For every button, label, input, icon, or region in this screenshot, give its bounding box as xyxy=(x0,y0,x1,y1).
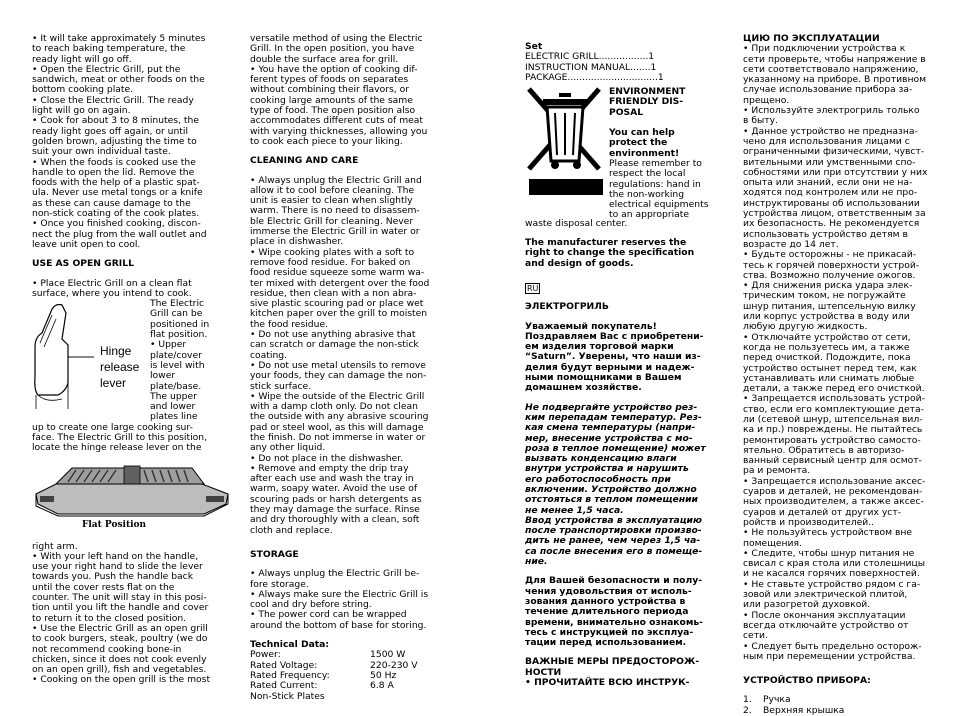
text-line: устанавливать или снимать любые xyxy=(743,372,915,384)
text-line: lower xyxy=(150,370,176,382)
text-line: • Wipe the outside of the Electric Grill xyxy=(250,390,425,402)
storage-heading: STORAGE xyxy=(250,548,299,560)
text-line: • Always unplug the Electric Grill be- xyxy=(250,568,420,580)
set-list xyxy=(525,52,710,83)
text-line: • Будьте осторожны - не прикасай- xyxy=(743,249,917,261)
ru-part-item xyxy=(743,706,928,716)
hinge-release-lever-illustration xyxy=(32,299,150,413)
text-line: protect the xyxy=(609,137,668,149)
text-line: the outside with any abrasive scouring xyxy=(250,411,429,423)
text-line: • Для снижения риска удара элек- xyxy=(743,280,913,292)
text-line: Для Вашей безопасности и полу- xyxy=(525,575,703,587)
col1-text-b xyxy=(32,279,242,300)
col2-text-c xyxy=(250,569,440,631)
text-line: ula. Never use metal tongs or a knife xyxy=(32,187,203,199)
tech-data-key: Rated Voltage: xyxy=(250,659,318,671)
text-line: You can help xyxy=(609,127,675,139)
text-line: release xyxy=(100,360,140,375)
environment-title xyxy=(609,87,709,118)
tech-data-row xyxy=(250,692,440,702)
text-line: around the bottom of base for storing. xyxy=(250,619,427,631)
text-line: ка и пр.) повреждены. Не пытайтесь xyxy=(743,424,923,436)
text-line: with varying thicknesses, allowing you xyxy=(250,125,428,137)
text-line: когда не пользуетесь им, а также xyxy=(743,341,910,353)
text-line: • Не ставьте устройство рядом с га- xyxy=(743,578,921,590)
text-line: immerse the Electric Grill in water or xyxy=(250,226,420,238)
text-line: cloth and replace. xyxy=(250,524,333,536)
text-line: regulations: hand in xyxy=(609,178,701,190)
text-line: помещения. xyxy=(743,537,802,549)
text-line: ли (сетевой шнур, штепсельная вил- xyxy=(743,413,923,425)
text-line: sive plastic scouring pad or place wet xyxy=(250,298,424,310)
text-line: чения удовольствия от исполь- xyxy=(525,585,692,597)
ru-temperature-warning xyxy=(525,403,710,568)
text-line: ходятся под контролем или не про- xyxy=(743,187,918,199)
text-line: warm, soapy water. Avoid the use of xyxy=(250,483,418,495)
text-line: мер, внесение устройства с мо- xyxy=(525,432,693,444)
text-line: инструктированы об использовании xyxy=(743,197,920,209)
text-line: • Отключайте устройство от сети, xyxy=(743,331,911,343)
text-line: ятельно. Обратитесь в авторизо- xyxy=(743,444,905,456)
text-line: without combining their flavors, or xyxy=(250,84,410,96)
text-line: • Cooking on the open grill is the most xyxy=(32,674,211,686)
text-line: respect the local xyxy=(609,168,686,180)
text-line: plates line xyxy=(150,411,198,423)
text-line: surface, where you intend to cook. xyxy=(32,287,192,299)
text-line: coating. xyxy=(250,349,288,361)
text-line: counter. The unit will stay in this posi- xyxy=(32,592,207,604)
text-line: is level with xyxy=(150,359,205,371)
text-line: суаров и деталей от других уст- xyxy=(743,506,902,518)
text-line: not recommend cooking bone-in xyxy=(32,643,182,655)
column-1 xyxy=(32,34,242,686)
text-line: • Следите, чтобы шнур питания не xyxy=(743,547,915,559)
text-line: в быту. xyxy=(743,115,778,127)
text-line: их безопасность. Не рекомендуется xyxy=(743,218,920,230)
text-line: роза в теплое помещение) может xyxy=(525,442,706,454)
tech-data-heading: Technical Data: xyxy=(250,639,330,651)
text-line: • Следует быть предельно осторож- xyxy=(743,640,922,652)
text-line: опыта или знаний, если они не на- xyxy=(743,177,913,189)
text-line: flat position. xyxy=(150,329,208,341)
tech-data-value: 1500 W xyxy=(370,649,406,661)
text-line: трическим током, не погружайте xyxy=(743,290,906,302)
text-line: Уважаемый покупатель! xyxy=(525,320,657,332)
text-line: fore storage. xyxy=(250,578,309,590)
text-line: ремонтировать устройство самосто- xyxy=(743,434,921,446)
environment-body xyxy=(609,159,709,221)
text-line: The manufacturer reserves the xyxy=(525,237,687,249)
text-line: to reach baking temperature, the xyxy=(32,43,186,55)
text-line: plate/base. xyxy=(150,380,202,392)
text-line: ready light will go off. xyxy=(32,53,132,65)
tech-data-value: 50 Hz xyxy=(370,669,397,681)
text-line: любую другую жидкость. xyxy=(743,321,868,333)
col1-text-d xyxy=(32,542,242,686)
text-line: ванный сервисный центр для осмот- xyxy=(743,455,922,467)
text-line: ВАЖНЫЕ МЕРЫ ПРЕДОСТОРОЖ- xyxy=(525,656,700,668)
text-line: • Remove and empty the drip tray xyxy=(250,462,409,474)
text-line: ным при перемещении устройства. xyxy=(743,650,916,662)
text-line: kitchen paper over the grill to moisten xyxy=(250,308,428,320)
ru-safety-note xyxy=(525,576,710,648)
text-line: после транспортировки произво- xyxy=(525,525,702,537)
environment-text xyxy=(609,87,709,221)
text-line: сети проверьте, чтобы напряжение в xyxy=(743,53,926,65)
text-line: chicken, since it does not cook evenly xyxy=(32,653,207,665)
text-line: allow it to cool before cleaning. The xyxy=(250,184,415,196)
text-line: • The power cord can be wrapped xyxy=(250,609,407,621)
text-line: тесь с инструкцией по эксплуа- xyxy=(525,626,694,638)
text-line: са после внесения его в помеще- xyxy=(525,545,703,557)
text-line: ем изделия торговой марки xyxy=(525,341,674,353)
text-line: ройств и производителей.. xyxy=(743,516,875,528)
text-line: foods with the help of a plastic spat- xyxy=(32,177,200,189)
tech-data-key: Non-Stick Plates xyxy=(250,690,325,702)
hinge-label xyxy=(100,343,139,391)
text-line: • Запрещается использование аксес- xyxy=(743,475,926,487)
text-line: right to change the specification xyxy=(525,247,695,259)
text-line: ready light goes off again, or until xyxy=(32,125,188,137)
open-grill-heading: USE AS OPEN GRILL xyxy=(32,258,134,270)
text-line: up to create one large cooking sur- xyxy=(32,421,193,433)
environment-block xyxy=(525,87,710,221)
text-line: • Запрещается использовать устрой- xyxy=(743,393,925,405)
ru-parts-heading: УСТРОЙСТВО ПРИБОРА: xyxy=(743,675,871,687)
text-line: его работоспособность при xyxy=(525,473,671,485)
text-line: with a damp cloth only. Do not clean xyxy=(250,401,418,413)
text-line: ра и ремонта. xyxy=(743,465,811,477)
text-line: делия будут верными и надеж- xyxy=(525,361,695,373)
text-line: Grill can be xyxy=(150,308,203,320)
text-line: и не касался горячих поверхностей. xyxy=(743,568,920,580)
text-line: unit is easier to clean when slightly xyxy=(250,195,413,207)
text-line: “Saturn”. Уверены, что наши из- xyxy=(525,351,701,363)
text-line: place in dishwasher. xyxy=(250,236,344,248)
ru-important-precautions xyxy=(525,657,710,688)
ru-part-number: 1. xyxy=(743,694,752,706)
col2-text-b xyxy=(250,176,440,536)
text-line: всегда отключайте устройство от xyxy=(743,619,909,631)
text-line: ство, если его комплектующие дета- xyxy=(743,403,924,415)
text-line: to an appropriate xyxy=(609,209,690,221)
col1-text-a xyxy=(32,34,242,250)
text-line: FRIENDLY DIS- xyxy=(609,96,684,108)
text-line: использовать устройство детям в xyxy=(743,228,908,240)
text-line: ENVIRONMENT xyxy=(609,86,686,98)
text-line: шнур питания, штепсельную вилку xyxy=(743,300,916,312)
text-line: • Always unplug the Electric Grill and xyxy=(250,174,422,186)
text-line: ter mixed with detergent over the food xyxy=(250,277,430,289)
ru-language-tag: RU xyxy=(527,283,539,293)
text-line: вительными или умственными спо- xyxy=(743,156,916,168)
text-line: environment! xyxy=(609,147,680,159)
text-line: вызвать конденсацию влаги xyxy=(525,453,677,465)
text-line: they may damage the surface. Rinse xyxy=(250,504,420,516)
text-line: ограниченными физическими, чувст- xyxy=(743,146,925,158)
text-line: собностями или при отсутствии у них xyxy=(743,166,928,178)
text-line: • После окончания эксплуатации xyxy=(743,609,906,621)
text-line: tion until you lift the handle and cover xyxy=(32,602,209,614)
text-line: electrical equipments xyxy=(609,199,709,211)
text-line: PACKAGE...............................1 xyxy=(525,71,664,83)
text-line: не менее 1,5 часа. xyxy=(525,504,624,516)
flat-position-caption: Flat Position xyxy=(82,519,147,530)
ru-title: ЭЛЕКТРОГРИЛЬ xyxy=(525,301,609,313)
text-line: handle to open the lid. Remove the xyxy=(32,166,195,178)
text-line: your foods, they can damage the non- xyxy=(250,370,427,382)
text-line: INSTRUCTION MANUAL.......1 xyxy=(525,61,657,73)
text-line: versatile method of using the Electric xyxy=(250,33,423,44)
text-line: The Electric xyxy=(150,298,205,310)
text-line: • With your left hand on the handle, xyxy=(32,550,199,562)
text-line: pad or steel wool, as this will damage xyxy=(250,421,424,433)
text-line: to return it to the closed position. xyxy=(32,612,187,624)
text-line: суаров и деталей, не рекомендован- xyxy=(743,486,923,498)
text-line: can scratch or damage the non-stick xyxy=(250,339,419,351)
text-line: или корпус устройства в воду или xyxy=(743,311,910,323)
tech-data-value: 220-230 V xyxy=(370,659,418,671)
text-line: accommodates different cuts of meat xyxy=(250,115,424,127)
hinge-side-text xyxy=(150,299,209,423)
ru-parts-list xyxy=(743,695,928,716)
text-line: POSAL xyxy=(609,106,644,118)
ru-part-name: Ручка xyxy=(763,694,791,706)
text-line: ELECTRIC GRILL.................1 xyxy=(525,51,655,63)
text-line: double the surface area for grill. xyxy=(250,53,399,65)
text-line: • Do not place in the dishwasher. xyxy=(250,452,404,464)
text-line: прещено. xyxy=(743,94,790,106)
text-line: Hinge xyxy=(100,344,132,359)
text-line: устройство остынет перед тем, как xyxy=(743,362,917,374)
text-line: Please remember to xyxy=(609,157,702,169)
text-line: leave unit open to cool. xyxy=(32,238,141,250)
text-line: and lower xyxy=(150,401,196,413)
text-line: Поздравляем Вас с приобретени- xyxy=(525,330,704,342)
ru-instructions-heading: ЦИЮ ПО ЭКСПЛУАТАЦИИ xyxy=(743,33,880,44)
text-line: warm. There is no need to disassem- xyxy=(250,205,420,217)
text-line: nect the plug from the wall outlet and xyxy=(32,228,207,240)
tech-data-row xyxy=(250,671,440,681)
column-4 xyxy=(743,34,928,716)
text-line: дить не ранее, чем через 1,5 ча- xyxy=(525,535,701,547)
text-line: • Не пользуйтесь устройством вне xyxy=(743,527,913,539)
text-line: ства. Возможно получение ожогов. xyxy=(743,269,916,281)
text-line: внутри устройства и нарушить xyxy=(525,463,689,475)
text-line: locate the hinge release lever on the xyxy=(32,442,202,454)
text-line: to cook burgers, steak, poultry (we do xyxy=(32,633,208,645)
text-line: and dry thoroughly with a clean, soft xyxy=(250,514,420,526)
text-line: Не подвергайте устройство рез- xyxy=(525,401,698,413)
text-line: positioned in xyxy=(150,318,210,330)
text-line: зования данного устройства в xyxy=(525,595,686,607)
text-line: cool and dry before string. xyxy=(250,599,372,611)
text-line: Grill. In the open position, you have xyxy=(250,43,415,55)
hinge-figure-row xyxy=(32,299,242,423)
text-line: The upper xyxy=(150,390,197,402)
text-line: • Open the Electric Grill, put the xyxy=(32,63,181,75)
text-line: towards you. Push the handle back xyxy=(32,571,194,583)
text-line: after each use and wash the tray in xyxy=(250,473,414,485)
text-line: bottom cooking plate. xyxy=(32,84,134,96)
text-line: golden brown, adjusting the time to xyxy=(32,135,197,147)
text-line: lever xyxy=(100,376,127,391)
ru-greeting xyxy=(525,322,710,394)
text-line: Ввод устройства в эксплуатацию xyxy=(525,514,702,526)
text-line: the finish. Do not immerse in water or xyxy=(250,431,426,443)
ru-part-number: 2. xyxy=(743,704,752,716)
text-line: on an open grill), fish and vegetables. xyxy=(32,664,207,676)
tech-data-key: Rated Current: xyxy=(250,680,318,692)
column-2 xyxy=(250,34,440,702)
text-line: type of food. The open position also xyxy=(250,105,416,117)
column-3 xyxy=(525,42,710,688)
text-line: устройства лицом, ответственным за xyxy=(743,208,926,220)
ru-part-name: Верхняя крышка xyxy=(763,704,845,716)
text-line: sandwich, meat or other foods on the xyxy=(32,74,205,86)
text-line: НОСТИ xyxy=(525,666,562,678)
text-line: ными помощниками в Вашем xyxy=(525,372,682,384)
text-line: • Upper xyxy=(150,339,187,351)
text-line: any other liquid. xyxy=(250,442,326,454)
environment-tail: waste disposal center. xyxy=(525,217,628,229)
text-line: right arm. xyxy=(32,540,78,552)
text-line: ким перепадам температур. Рез- xyxy=(525,411,702,423)
text-line: remove food residue. For baked on xyxy=(250,256,411,268)
flat-position-illustration xyxy=(32,454,232,532)
weee-crossed-bin-icon xyxy=(525,87,607,199)
text-line: ние. xyxy=(525,556,548,568)
text-line: • Use the Electric Grill as an open grill xyxy=(32,622,208,634)
text-line: stick surface. xyxy=(250,380,312,392)
text-line: • ПРОЧИТАЙТЕ ВСЮ ИНСТРУК- xyxy=(525,677,690,689)
text-line: face. The Electric Grill to this position, xyxy=(32,431,207,443)
text-line: as these can cause damage to the xyxy=(32,197,191,209)
cleaning-heading: CLEANING AND CARE xyxy=(250,155,359,167)
text-line: scouring pads or harsh detergents as xyxy=(250,493,422,505)
col2-text-a xyxy=(250,34,440,147)
text-line: food residue squeeze some warm wa- xyxy=(250,267,425,279)
col1-text-c xyxy=(32,423,242,454)
text-line: перед очисткой. Подождите, пока xyxy=(743,352,911,364)
text-line: течение длительного периода xyxy=(525,606,689,618)
text-line: • Place Electric Grill on a clean flat xyxy=(32,277,192,289)
text-line: указанному на приборе. В противном xyxy=(743,74,927,86)
tech-data-table xyxy=(250,650,440,701)
text-line: • When the foods is cooked use the xyxy=(32,156,196,168)
text-line: • Always make sure the Electric Grill is xyxy=(250,588,429,600)
environment-subtitle xyxy=(609,128,709,159)
text-line: the non-working xyxy=(609,188,685,200)
text-line: to cook each piece to your liking. xyxy=(250,135,403,147)
text-line: детали, а также перед его очисткой. xyxy=(743,383,925,395)
text-line: • Используйте электрогриль только xyxy=(743,105,920,117)
text-line: случае использование прибора за- xyxy=(743,84,913,96)
text-line: возрасте до 14 лет. xyxy=(743,238,839,250)
text-line: сети соответствовало напряжению, xyxy=(743,63,919,75)
set-heading: Set xyxy=(525,41,543,52)
tech-data-key: Rated Frequency: xyxy=(250,669,330,681)
text-line: • Do not use anything abrasive that xyxy=(250,329,416,341)
text-line: домашнем хозяйстве. xyxy=(525,382,642,394)
text-line: • Cook for about 3 to 8 minutes, the xyxy=(32,115,200,127)
text-line: and design of goods. xyxy=(525,257,634,269)
text-line: зовой или электрической плитой, xyxy=(743,589,908,601)
text-line: use your right hand to slide the lever xyxy=(32,561,203,573)
text-line: времени, внимательно ознакомь- xyxy=(525,616,703,628)
text-line: включении. Устройство должно xyxy=(525,483,697,495)
text-line: чено для использования лицами с xyxy=(743,135,910,147)
text-line: the food residue. xyxy=(250,318,329,330)
tech-data-row xyxy=(250,681,440,691)
text-line: или разогретой духовкой. xyxy=(743,599,871,611)
text-line: • При подключении устройства к xyxy=(743,43,906,55)
text-line: cooking large amounts of the same xyxy=(250,94,413,106)
text-line: тесь к горячей поверхности устрой- xyxy=(743,259,920,271)
text-line: light will go on again. xyxy=(32,105,131,117)
text-line: кая смена температуры (напри- xyxy=(525,422,696,434)
text-line: • Do not use metal utensils to remove xyxy=(250,359,426,371)
text-line: ных производителем, а также аксес- xyxy=(743,496,924,508)
tech-data-key: Power: xyxy=(250,649,281,661)
text-line: • Close the Electric Grill. The ready xyxy=(32,94,194,106)
text-line: • Данное устройство не предназна- xyxy=(743,125,918,137)
text-line: сети. xyxy=(743,630,768,642)
text-line: свисал с края стола или столешницы xyxy=(743,558,925,570)
text-line: until the cover rests flat on the xyxy=(32,581,175,593)
text-line: non-stick coating of the cook plates. xyxy=(32,208,200,220)
text-line: • It will take approximately 5 minutes xyxy=(32,33,206,44)
ru-safety-list xyxy=(743,44,928,662)
text-line: ferent types of foods on separates xyxy=(250,74,409,86)
text-line: residue, then clean with a non abra- xyxy=(250,287,417,299)
text-line: тации перед использованием. xyxy=(525,637,687,649)
text-line: • Wipe cooking plates with a soft to xyxy=(250,246,415,258)
text-line: отстояться в теплом помещении xyxy=(525,494,698,506)
text-line: ble Electric Grill for cleaning. Never xyxy=(250,215,414,227)
manufacturer-reserve xyxy=(525,238,710,269)
tech-data-value: 6.8 A xyxy=(370,680,394,692)
text-line: • You have the option of cooking dif- xyxy=(250,63,418,75)
text-line: • Once you finished cooking, discon- xyxy=(32,218,201,230)
text-line: suit your own individual taste. xyxy=(32,146,171,158)
text-line: plate/cover xyxy=(150,349,202,361)
